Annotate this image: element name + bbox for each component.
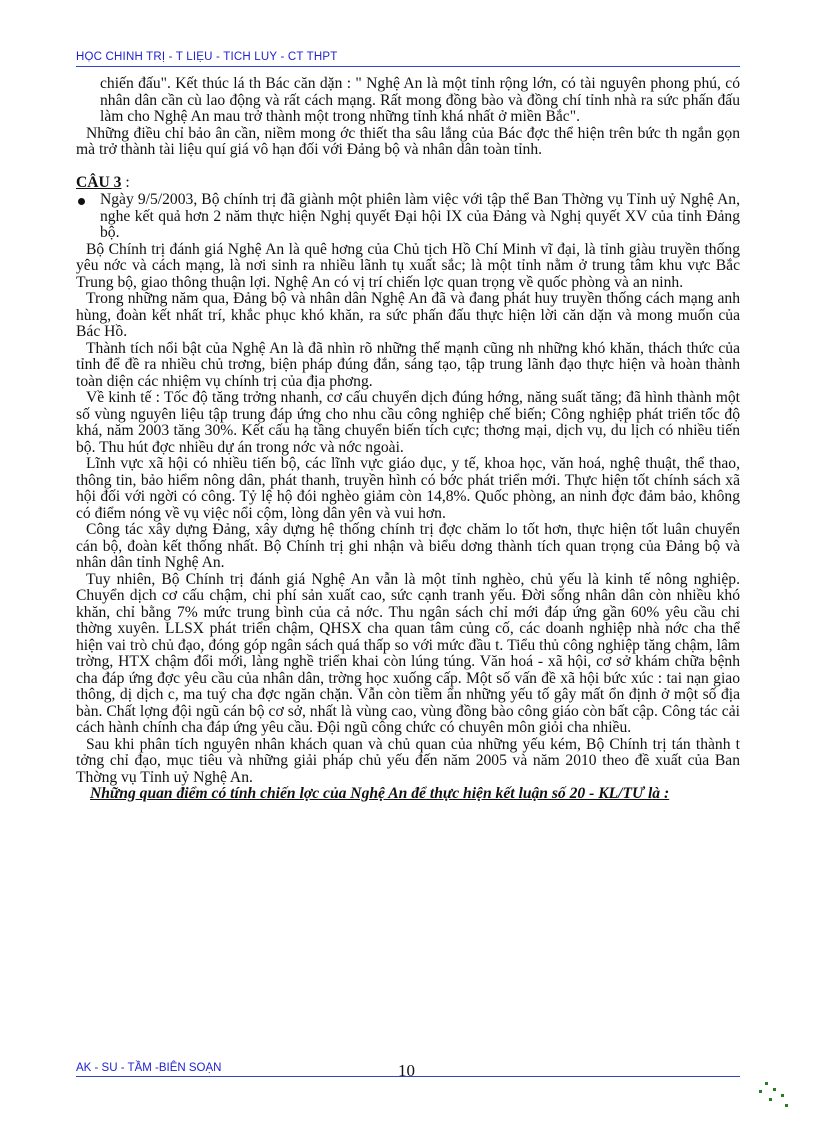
closing-heading: Những quan điểm có tính chiến lợc của Nghệ An để thực hiện kết luận số 20 - KL/TƯ là : (90, 785, 670, 802)
paragraph: Những điều chỉ bảo ân cần, niềm mong ớc thiết tha sâu lắng của Bác đợc thể hiện trên bức th ngắn gọn mà trở thành tài liệu quí giá vô hạn đối với Đảng bộ và nhân dân toàn tỉnh. (76, 124, 740, 158)
paragraph: Lĩnh vực xã hội có nhiều tiến bộ, các lĩnh vực giáo dục, y tế, khoa học, văn hoá, nghệ thuật, thể thao, thông tin, bảo hiểm nông dân, phát thanh, truyền hình có bớc phát triển mới. Thực hiện tốt chính sách xã hội đối với ngời có công. Tỷ lệ hộ đói nghèo giảm còn 14,8%. Quốc phòng, an ninh đợc đảm bảo, không có điểm nóng về vụ việc nổi cộm, lòng dân yên và vui hơn. (76, 455, 740, 522)
quote-paragraph: chiến đấu". Kết thúc lá th Bác căn dặn : " Nghệ An là một tỉnh rộng lớn, có tài nguyên phong phú, có nhân dân cần cù lao động và rất cách mạng. Rất mong đồng bào và đồng chí tỉnh nhà ra sức phấn đấu làm cho Nghệ An mau trở thành một trong những tỉnh khá nhất ở miền Bắc". (100, 75, 740, 125)
bullet-text: Ngày 9/5/2003, Bộ chính trị đã giành một phiên làm việc với tập thể Ban Thờng vụ Tỉnh uỷ Nghệ An, nghe kết quả hơn 2 năm thực hiện Nghị quyết Đại hội IX của Đảng và Nghị quyết XV của tỉnh Đảng bộ. (100, 191, 740, 241)
bullet-item (76, 192, 740, 242)
paragraph: Về kinh tế : Tốc độ tăng trởng nhanh, cơ cấu chuyển dịch đúng hớng, năng suất tăng; đã hình thành một số vùng nguyên liệu tập trung đáp ứng cho nhu cầu công nghiệp chế biến; Công nghiệp phát triển tốc độ khá, năm 2003 tăng 30%. Kết cấu hạ tầng chuyển biến tích cực; thơng mại, dịch vụ, du lịch có nhiều tiến bộ. Thu hút đợc nhiều dự án trong nớc và nớc ngoài. (76, 389, 740, 456)
section-label: CÂU 3 (76, 173, 122, 191)
running-footer: AK - SU - TẦM -BIÊN SOẠN (76, 1062, 222, 1074)
page-content (76, 76, 740, 803)
paragraph: Công tác xây dựng Đảng, xây dựng hệ thống chính trị đợc chăm lo tốt hơn, thực hiện tốt luân chuyển cán bộ, đoàn kết thống nhất. Bộ Chính trị ghi nhận và biểu dơng thành tích quan trọng của Đảng bộ và nhân dân tỉnh Nghệ An. (76, 521, 740, 571)
paragraph: Trong những năm qua, Đảng bộ và nhân dân Nghệ An đã và đang phát huy truyền thống cách mạng anh hùng, đoàn kết nhất trí, khắc phục khó khăn, ra sức phấn đấu thực hiện lời căn dặn và mong muốn của Bác Hồ. (76, 290, 740, 340)
paragraph: Tuy nhiên, Bộ Chính trị đánh giá Nghệ An vẫn là một tỉnh nghèo, chủ yếu là kinh tế nông nghiệp. Chuyển dịch cơ cấu chậm, chi phí sản xuất cao, sức cạnh tranh yếu. Đời sống nhân dân còn nhiều khó khăn, chỉ bằng 7% mức trung bình của cả nớc. Thu ngân sách chỉ mới đáp ứng gần 60% yêu cầu chi thờng xuyên. LLSX phát triển chậm, QHSX cha quan tâm củng cố, các doanh nghiệp nhà nớc cha thể hiện vai trò chủ đạo, đóng góp ngân sách quá thấp so với mức đầu t. Tiểu thủ công nghiệp tăng chậm, lâm trờng, HTX chậm đổi mới, làng nghề triển khai còn lúng túng. Văn hoá - xã hội, cơ sở khám chữa bệnh cha đáp ứng đợc yêu cầu của nhân dân, trờng học xuống cấp. Một số vấn đề xã hội bức xúc : tai nạn giao thông, dị dịch c, ma tuý cha đợc ngăn chặn. Vẫn còn tiềm ẩn những yếu tố gây mất ổn định ở một số địa bàn. Chất lợng đội ngũ cán bộ cơ sở, nhất là vùng cao, vùng đồng bào công giáo còn bất cập. Công tác cải cách hành chính cha đáp ứng yêu cầu. Đội ngũ công chức có chuyên môn giỏi cha nhiều. (76, 570, 740, 736)
running-header: HỌC CHÍNH TRỊ - T LIỆU - TÍCH LŨY - CT THPT (76, 51, 338, 63)
paragraph: Sau khi phân tích nguyên nhân khách quan và chủ quan của những yếu kém, Bộ Chính trị tán thành t tởng chỉ đạo, mục tiêu và những giải pháp chủ yếu đến năm 2005 và năm 2010 theo đề xuất của Ban Thờng vụ Tỉnh uỷ Nghệ An. (76, 735, 740, 786)
bullet-icon (78, 198, 85, 205)
section-suffix: : (121, 173, 130, 191)
paragraph: Thành tích nổi bật của Nghệ An là đã nhìn rõ những thế mạnh cũng nh những khó khăn, thách thức của tỉnh để đề ra nhiều chủ trơng, biện pháp đúng đắn, sáng tạo, tập trung lãnh đạo thực hiện và hoàn thành toàn diện các nhiệm vụ chính trị của địa phơng. (76, 339, 740, 390)
paragraph: Bộ Chính trị đánh giá Nghệ An là quê hơng của Chủ tịch Hồ Chí Minh vĩ đại, là tỉnh giàu truyền thống yêu nớc và cách mạng, là nơi sinh ra nhiều lãnh tụ xuất sắc; là một tỉnh nằm ở trung tâm khu vực Bắc Trung bộ, giao thông thuận lợi. Nghệ An có vị trí chiến lợc quan trọng về quốc phòng và an ninh. (76, 240, 740, 291)
corner-decoration (735, 1082, 795, 1112)
page-number: 10 (398, 1061, 415, 1080)
section-heading (76, 175, 740, 192)
header-rule (76, 66, 740, 67)
